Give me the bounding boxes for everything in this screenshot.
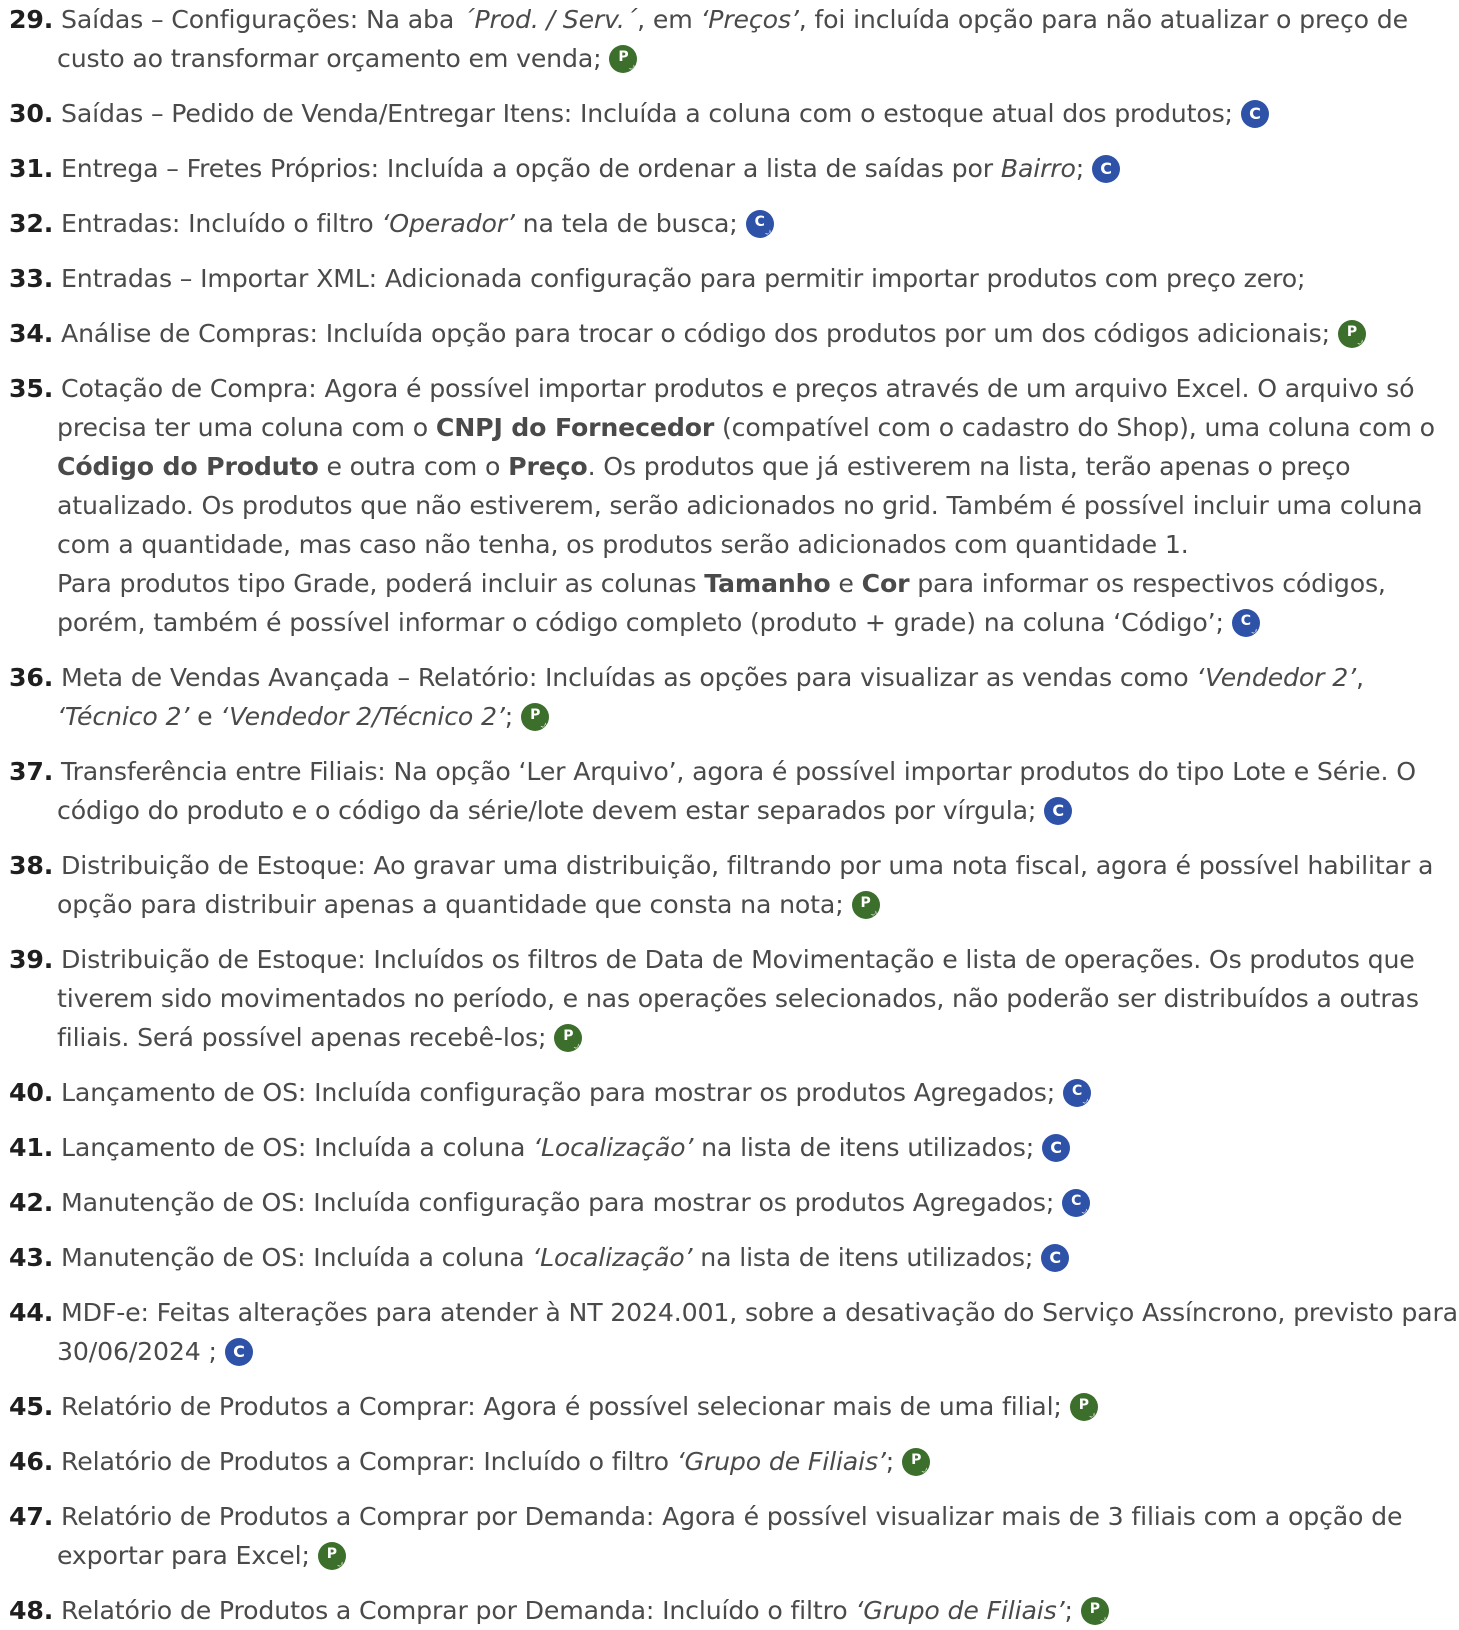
star-icon: ☆ (764, 228, 776, 243)
list-item (0, 752, 1459, 830)
badge-letter: C (1072, 1083, 1083, 1099)
item-text: Saídas – Pedido de Venda/Entregar Itens: Incluída a coluna com o estoque atual dos produtos; (61, 99, 1233, 128)
green-p-star-badge-icon (521, 703, 552, 736)
italic-text: ‘Grupo de Filiais’ (855, 1596, 1065, 1625)
item-text: na lista de itens utilizados; (693, 1133, 1035, 1162)
item-number: 39. (9, 945, 54, 974)
green-p-star-badge-icon (318, 1542, 348, 1575)
item-number: 33. (9, 264, 54, 293)
item-number: 43. (9, 1243, 54, 1272)
green-p-star-badge-icon (554, 1024, 585, 1057)
item-text: Distribuição de Estoque: Incluídos os filtros de Data de Movimentação e lista de operações. Os produtos que tiverem sido movimentados no período, e nas operações selecionados, não poderão ser distribuídos a outras filiais. Será possível apenas recebê-los; (57, 945, 1419, 1052)
italic-text: ‘Preços’ (700, 5, 799, 34)
item-number: 31. (9, 154, 54, 183)
item-text: para informar os respectivos códigos, porém, também é possível informar o código completo (produto + grade) na coluna ‘Código’; (57, 569, 1386, 637)
badge-letter: P (911, 1452, 922, 1468)
item-text: Saídas – Configurações: Na aba (61, 5, 463, 34)
badge-letter: C (1100, 159, 1112, 178)
item-text: ; (885, 1447, 895, 1476)
list-item (0, 1442, 1459, 1481)
item-text: Relatório de Produtos a Comprar por Demanda: Incluído o filtro (61, 1596, 856, 1625)
bold-text: Tamanho (704, 569, 831, 598)
list-item (0, 658, 1459, 736)
item-text: ; (1064, 1596, 1073, 1625)
item-text: ; (504, 702, 514, 731)
blue-c-badge-icon (1092, 155, 1120, 183)
list-item (0, 1128, 1459, 1167)
item-text: Relatório de Produtos a Comprar: Incluído o filtro (61, 1447, 677, 1476)
list-item (0, 1238, 1459, 1277)
star-icon: ☆ (336, 1560, 348, 1575)
item-text: Transferência entre Filiais: Na opção ‘Ler Arquivo’, agora é possível importar produtos do tipo Lote e Série. O código do produto e o código da série/lote devem estar separados por vírgula; (57, 757, 1416, 825)
item-text: na tela de busca; (514, 209, 738, 238)
bold-text: Código do Produto (57, 452, 319, 481)
badge-letter: P (326, 1546, 337, 1562)
item-text: Para produtos tipo Grade, poderá incluir as colunas (57, 569, 705, 598)
list-item (0, 1293, 1459, 1371)
item-number: 36. (9, 663, 54, 692)
item-text: Lançamento de OS: Incluída configuração para mostrar os produtos Agregados; (61, 1078, 1056, 1107)
item-text: Entradas – Importar XML: Adicionada configuração para permitir importar produtos com preço zero; (61, 264, 1306, 293)
badge-letter: P (618, 49, 629, 65)
badge-letter: C (1071, 1193, 1082, 1209)
star-icon: ☆ (572, 1042, 585, 1057)
italic-text: ‘Técnico 2’ (57, 702, 190, 731)
item-text: . Os produtos que já estiverem na lista, terão apenas o preço atualizado. Os produtos que não estiverem, serão adicionados no grid. Também é possível incluir uma coluna com a quantidade, mas caso não tenha, os produtos serão adicionados com quantidade 1. (57, 452, 1423, 559)
item-number: 40. (9, 1078, 54, 1107)
star-icon: ☆ (920, 1466, 933, 1481)
italic-text: ‘Vendedor 2’ (1196, 663, 1356, 692)
list-item (0, 940, 1459, 1057)
item-text: Meta de Vendas Avançada – Relatório: Incluídas as opções para visualizar as vendas como (61, 663, 1197, 692)
star-icon: ☆ (1356, 338, 1368, 353)
star-icon: ☆ (870, 909, 882, 924)
item-text: Análise de Compras: Incluída opção para trocar o código dos produtos por um dos códigos adicionais; (61, 319, 1330, 348)
item-text: na lista de itens utilizados; (692, 1243, 1034, 1272)
italic-text: ‘Localização’ (533, 1133, 694, 1162)
item-number: 48. (9, 1596, 54, 1625)
list-item (0, 1387, 1459, 1426)
blue-c-badge-icon (225, 1338, 253, 1366)
list-item (0, 204, 1459, 243)
badge-letter: C (1049, 1248, 1061, 1267)
item-number: 41. (9, 1133, 54, 1162)
blue-c-star-badge-icon (1232, 609, 1262, 642)
item-text: Relatório de Produtos a Comprar por Demanda: Agora é possível visualizar mais de 3 filiais com a opção de exportar para Excel; (57, 1502, 1403, 1570)
italic-text: ‘Grupo de Filiais’ (676, 1447, 886, 1476)
badge-letter: C (233, 1342, 245, 1361)
item-text: Manutenção de OS: Incluída configuração para mostrar os produtos Agregados; (61, 1188, 1055, 1217)
item-text: (compatível com o cadastro do Shop), uma coluna com o (714, 413, 1435, 442)
star-icon: ☆ (1080, 1207, 1093, 1222)
item-number: 32. (9, 209, 54, 238)
badge-letter: C (1249, 104, 1261, 123)
item-text: Lançamento de OS: Incluída a coluna (61, 1133, 534, 1162)
green-p-star-badge-icon (1338, 320, 1368, 353)
item-text: Entradas: Incluído o filtro (61, 209, 382, 238)
bold-text: Cor (861, 569, 910, 598)
italic-text: Bairro (1000, 154, 1076, 183)
italic-text: ´Prod. / Serv.´ (462, 5, 638, 34)
item-text: Distribuição de Estoque: Ao gravar uma distribuição, filtrando por uma nota fiscal, agora é possível habilitar a opção para distribuir apenas a quantidade que consta na nota; (57, 851, 1434, 919)
badge-letter: C (1240, 613, 1251, 629)
badge-letter: P (1089, 1601, 1100, 1617)
list-item (0, 149, 1459, 188)
list-item (0, 314, 1459, 353)
item-text: Cotação de Compra: Agora é possível importar produtos e preços através de um arquivo Excel. O arquivo só precisa ter uma coluna com o (57, 374, 1415, 442)
item-number: 44. (9, 1298, 54, 1327)
item-text: , foi incluída opção para não atualizar o preço de custo ao transformar orçamento em venda; (57, 5, 1408, 73)
list-item (0, 1497, 1459, 1575)
item-text: , (1355, 663, 1364, 692)
item-text: Entrega – Fretes Próprios: Incluída a opção de ordenar a lista de saídas por (61, 154, 1001, 183)
list-item (0, 1183, 1459, 1222)
green-p-star-badge-icon (609, 45, 640, 78)
italic-text: ‘Operador’ (381, 209, 515, 238)
list-item (0, 0, 1459, 78)
item-number: 34. (9, 319, 54, 348)
blue-c-badge-icon (1044, 797, 1072, 825)
item-text: MDF-e: Feitas alterações para atender à NT 2024.001, sobre a desativação do Serviço Assíncrono, previsto para 30/06/2024 ; (57, 1298, 1458, 1366)
item-text: Relatório de Produtos a Comprar: Agora é possível selecionar mais de uma filial; (61, 1392, 1062, 1421)
item-number: 29. (9, 5, 54, 34)
item-text: Manutenção de OS: Incluída a coluna (61, 1243, 533, 1272)
badge-letter: P (1078, 1397, 1089, 1413)
blue-c-badge-icon (1041, 1244, 1069, 1272)
item-number: 42. (9, 1188, 54, 1217)
star-icon: ☆ (1081, 1097, 1094, 1112)
bold-text: CNPJ do Fornecedor (435, 413, 715, 442)
item-number: 47. (9, 1502, 54, 1531)
badge-letter: P (563, 1028, 574, 1044)
item-number: 30. (9, 99, 54, 128)
badge-letter: P (530, 707, 541, 723)
green-p-star-badge-icon (902, 1448, 933, 1481)
item-text: e (830, 569, 862, 598)
badge-letter: C (1052, 801, 1065, 820)
italic-text: ‘Localização’ (532, 1243, 693, 1272)
badge-letter: P (860, 895, 871, 911)
item-number: 46. (9, 1447, 54, 1476)
item-number: 35. (9, 374, 54, 403)
badge-letter: P (1346, 324, 1357, 340)
blue-c-star-badge-icon (746, 210, 776, 243)
item-number: 38. (9, 851, 54, 880)
star-icon: ☆ (1088, 1411, 1100, 1426)
green-p-star-badge-icon (1081, 1597, 1111, 1630)
bold-text: Preço (508, 452, 588, 481)
item-number: 37. (9, 757, 54, 786)
blue-c-badge-icon (1042, 1134, 1070, 1162)
blue-c-star-badge-icon (1062, 1189, 1093, 1222)
star-icon: ☆ (1099, 1615, 1111, 1630)
list-item (0, 846, 1459, 924)
list-item (0, 94, 1459, 133)
list-item (0, 369, 1459, 642)
green-p-star-badge-icon (1070, 1393, 1100, 1426)
item-text: ; (1075, 154, 1085, 183)
badge-letter: C (1050, 1138, 1062, 1157)
green-p-star-badge-icon (852, 891, 882, 924)
blue-c-star-badge-icon (1063, 1079, 1094, 1112)
italic-text: ‘Vendedor 2/Técnico 2’ (220, 702, 505, 731)
item-text: e (189, 702, 221, 731)
item-text: e outra com o (318, 452, 509, 481)
list-item (0, 1073, 1459, 1112)
star-icon: ☆ (627, 63, 640, 78)
star-icon: ☆ (539, 721, 552, 736)
item-text: , em (637, 5, 701, 34)
blue-c-badge-icon (1241, 100, 1269, 128)
badge-letter: C (754, 214, 765, 230)
star-icon: ☆ (1250, 627, 1262, 642)
list-item (0, 259, 1459, 298)
item-number: 45. (9, 1392, 54, 1421)
list-item (0, 1591, 1459, 1630)
